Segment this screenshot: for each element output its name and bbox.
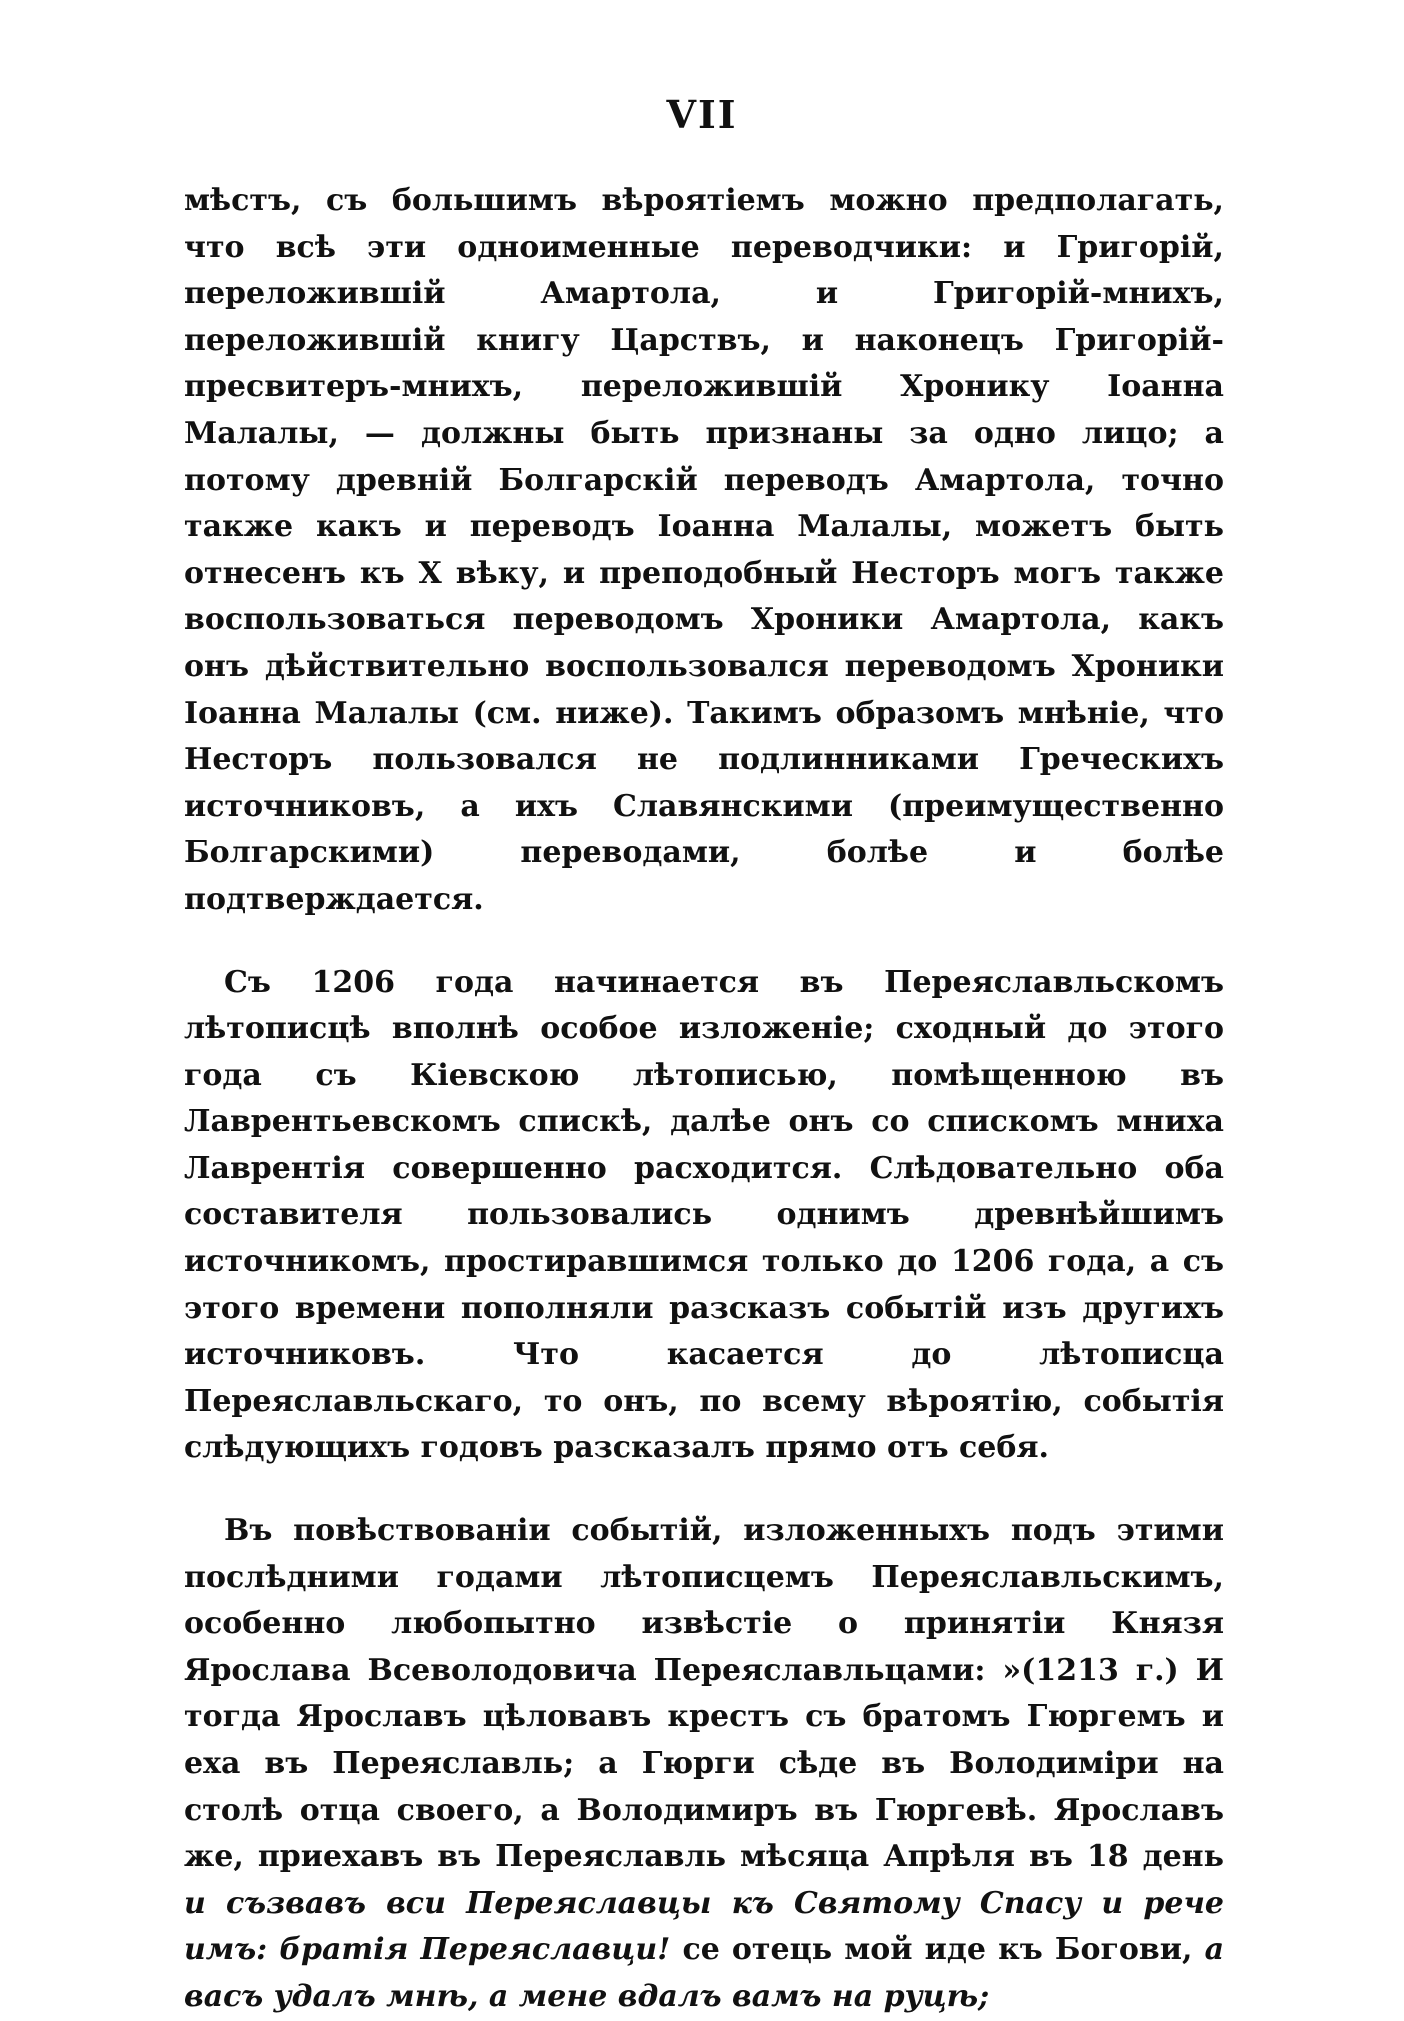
paragraph-1: мѣстъ, съ большимъ вѣроятіемъ можно предполагать, что всѣ эти одноименные переводчики: и Григорій, переложившій Амартола, и Григорій-мнихъ, переложившій книгу Царствъ, и наконецъ Григорій-пресвитеръ-мнихъ, переложившій Хронику Іоанна Малалы, — должны быть признаны за одно лицо; а потому древній Болгарскій переводъ Амартола, точно также какъ и переводъ Іоанна Малалы, можетъ быть отнесенъ къ X вѣку, и преподобный Несторъ могъ также воспользоваться переводомъ Хроники Амартола, какъ онъ дѣйствительно воспользовался переводомъ Хроники Іоанна Малалы (см. ниже). Такимъ образомъ мнѣніе, что Несторъ пользовался не подлинниками Греческихъ источниковъ, а ихъ Славянскими (преимущественно Болгарскими) переводами, болѣе и болѣе подтверждается. — [184, 183, 1224, 917]
page-number: VII — [666, 92, 738, 137]
body-text — [184, 178, 1224, 2021]
paragraph-3 — [184, 1508, 1224, 2021]
paragraph-3-run-3: се отець мой иде къ Богови, — [682, 1932, 1205, 1968]
paragraph-3-run-1: Въ повѣствованіи событій, изложенныхъ подъ этими послѣдними годами лѣтописцемъ Переяславльскимъ, особенно любопытно извѣстіе о принятіи Князя Ярослава Всеволодовича Переяславльцами: »(1213 г.) И тогда Ярославъ цѣловавъ крестъ съ братомъ Гюргемъ и еха въ Переяславль; а Гюрги сѣде въ Володиміри на столѣ отца своего, а Володимиръ въ Гюргевѣ. Ярославъ же, приехавъ въ Переяславль мѣсяца Апрѣля въ 18 день — [184, 1513, 1224, 1875]
paragraph-3-italic-quote-1: и съзвавъ вси Переяславцы къ Святому Спасу и рече имъ: братія Переяславци! — [184, 1885, 1224, 1968]
paragraph-2: Съ 1206 года начинается въ Переяславльскомъ лѣтописцѣ вполнѣ особое изложеніе; сходный до этого года съ Кіевскою лѣтописью, помѣщенною въ Лаврентьевскомъ спискѣ, далѣе онъ со спискомъ мниха Лаврентія совершенно расходится. Слѣдовательно оба составителя пользовались однимъ древнѣйшимъ источникомъ, простиравшимся только до 1206 года, а съ этого времени пополняли разсказъ событій изъ другихъ источниковъ. Что касается до лѣтописца Переяславльскаго, то онъ, по всему вѣроятію, событія слѣдующихъ годовъ разсказалъ прямо отъ себя. — [184, 964, 1224, 1466]
paragraph-3-italic-quote-2: а васъ удалъ мнѣ, а мене вдалъ вамъ на руцѣ; — [184, 1932, 1225, 2014]
